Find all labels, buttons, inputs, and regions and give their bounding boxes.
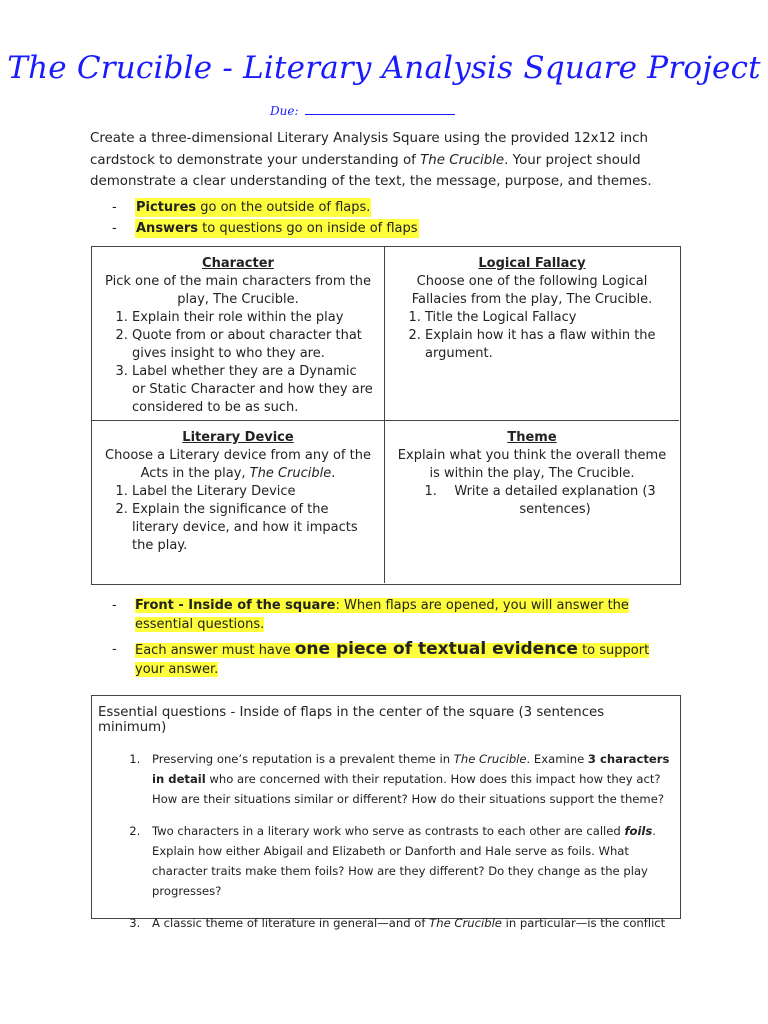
bullet-pictures: - Pictures go on the outside of flaps. [112, 200, 371, 215]
character-cell [92, 247, 385, 421]
list-item: 1. Title the Logical Fallacy [425, 309, 669, 327]
due-date-blank [305, 104, 455, 115]
due-label: Due: [270, 104, 299, 118]
bullet-answers: - Answers to questions go on inside of flaps [112, 221, 418, 236]
list-item: 1. Write a detailed explanation (3 sentences) [441, 483, 669, 519]
intro-book-title: The Crucible [420, 152, 505, 168]
due-date [270, 104, 455, 118]
theme-heading: Theme [507, 430, 557, 445]
bullet-textual-evidence: - Each answer must have one piece of textual evidence to support your answer. [112, 639, 650, 677]
list-item: 2. Quote from or about character that gives insight to who they are. [132, 327, 374, 363]
intro-paragraph [90, 128, 690, 193]
device-list [102, 483, 374, 555]
list-item: 2. Two characters in a literary work who serve as contrasts to each other are called foils. Explain how either Abigail and Elizabeth or Danforth and Hale serve as foils. What character traits make them foils? How are they different? Do they change as the play progresses? [144, 821, 680, 901]
theme-list [395, 483, 669, 519]
list-item: 3. Label whether they are a Dynamic or Static Character and how they are considered to be as such. [132, 363, 374, 417]
character-list [102, 309, 374, 417]
list-item: 1. Explain their role within the play [132, 309, 374, 327]
fallacy-list [395, 309, 669, 363]
essential-list [92, 749, 680, 933]
intro-text-1: Create a three-dimensional Literary Analysis Square using the provided 12x12 inch cardstock to demonstrate your understanding of [90, 131, 648, 168]
fallacy-heading: Logical Fallacy [478, 256, 586, 271]
character-desc: Pick one of the main characters from the play, The Crucible. [105, 274, 371, 307]
bullet-front-inside: - Front - Inside of the square: When flaps are opened, you will answer the essential questions. [112, 598, 629, 632]
fallacy-cell [385, 247, 679, 421]
device-heading: Literary Device [182, 430, 294, 445]
project-grid [91, 246, 681, 585]
theme-desc: Explain what you think the overall theme is within the play, The Crucible. [397, 448, 667, 481]
fallacy-desc: Choose one of the following Logical Fallacies from the play, The Crucible. [411, 274, 653, 307]
list-item: 1. Label the Literary Device [132, 483, 374, 501]
list-item: 1. Preserving one’s reputation is a prevalent theme in The Crucible. Examine 3 characters in detail who are concerned with their reputation. How does this impact how they act? How are their situations similar or different? How do their situations support the theme? [144, 749, 680, 809]
list-item: 2. Explain the significance of the literary device, and how it impacts the play. [132, 501, 374, 555]
character-heading: Character [202, 256, 274, 271]
essential-questions-box [91, 695, 681, 930]
essential-heading: Essential questions - Inside of flaps in the center of the square (3 sentences minimum) [98, 705, 605, 735]
device-cell [92, 421, 385, 583]
device-desc: Choose a Literary device from any of the Acts in the play, The Crucible. [105, 448, 371, 481]
page-title: The Crucible - Literary Analysis Square Project [7, 50, 761, 86]
theme-cell [385, 421, 679, 583]
intro-text-2: . Your project should demonstrate a clear understanding of the text, the message, purpose, and themes. [90, 152, 652, 189]
list-item: 2. Explain how it has a flaw within the argument. [425, 327, 669, 363]
list-item: 3. A classic theme of literature in general—and of The Crucible in particular—is the conflict [144, 913, 680, 933]
